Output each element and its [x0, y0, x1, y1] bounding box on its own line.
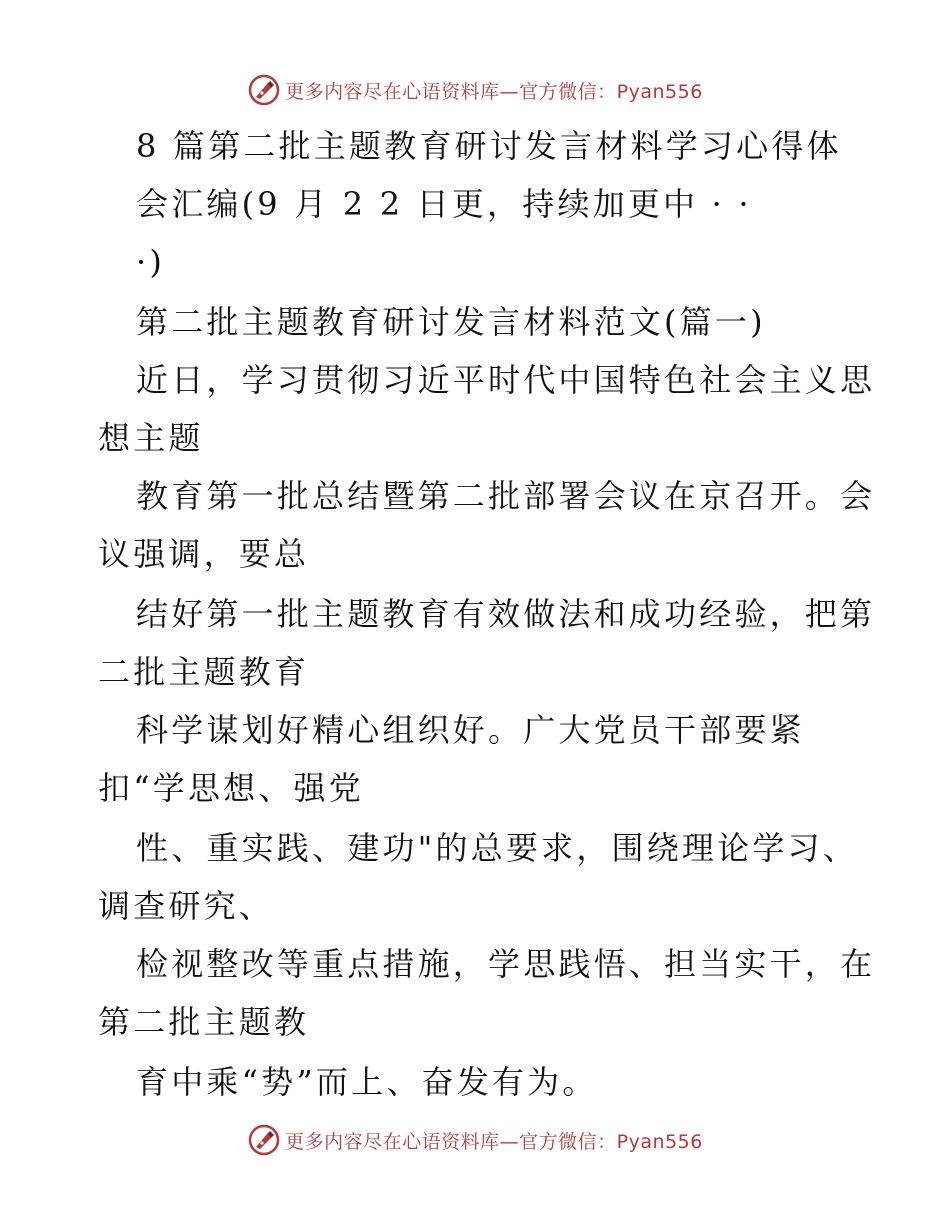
watermark-text: 更多内容尽在心语资料库—官方微信：Pyan556 — [285, 1130, 703, 1153]
pen-nib-logo-icon — [247, 1123, 281, 1157]
paragraph-line: 议强调，要总 — [98, 535, 310, 573]
title-line-1: 8 篇第二批主题教育研讨发言材料学习心得体 — [136, 127, 842, 165]
paragraph-line: 第二批主题教 — [98, 1003, 310, 1041]
paragraph-line: 近日，学习贯彻习近平时代中国特色社会主义思 — [136, 361, 876, 399]
paragraph-line: 育中乘“势”而上、奋发有为。 — [136, 1063, 598, 1101]
title-line-3: ·) — [136, 243, 166, 281]
footer-watermark — [0, 1120, 950, 1160]
paragraph-line: 扣“学思想、强党 — [98, 769, 364, 807]
section-heading: 第二批主题教育研讨发言材料范文(篇一) — [136, 303, 766, 341]
paragraph-line: 二批主题教育 — [98, 653, 310, 691]
paragraph-line: 性、重实践、建功"的总要求，围绕理论学习、 — [136, 829, 858, 867]
paragraph-line: 结好第一批主题教育有效做法和成功经验，把第 — [136, 595, 876, 633]
title-line-2: 会汇编(9 月 2 2 日更，持续加更中 · · — [136, 185, 752, 223]
paragraph-line: 检视整改等重点措施，学思践悟、担当实干，在 — [136, 945, 876, 983]
paragraph-line: 科学谋划好精心组织好。广大党员干部要紧 — [136, 711, 805, 749]
paragraph-line: 调查研究、 — [98, 887, 275, 925]
paragraph-line: 想主题 — [98, 419, 204, 457]
watermark-text: 更多内容尽在心语资料库—官方微信：Pyan556 — [285, 80, 703, 103]
paragraph-line: 教育第一批总结暨第二批部署会议在京召开。会 — [136, 477, 876, 515]
